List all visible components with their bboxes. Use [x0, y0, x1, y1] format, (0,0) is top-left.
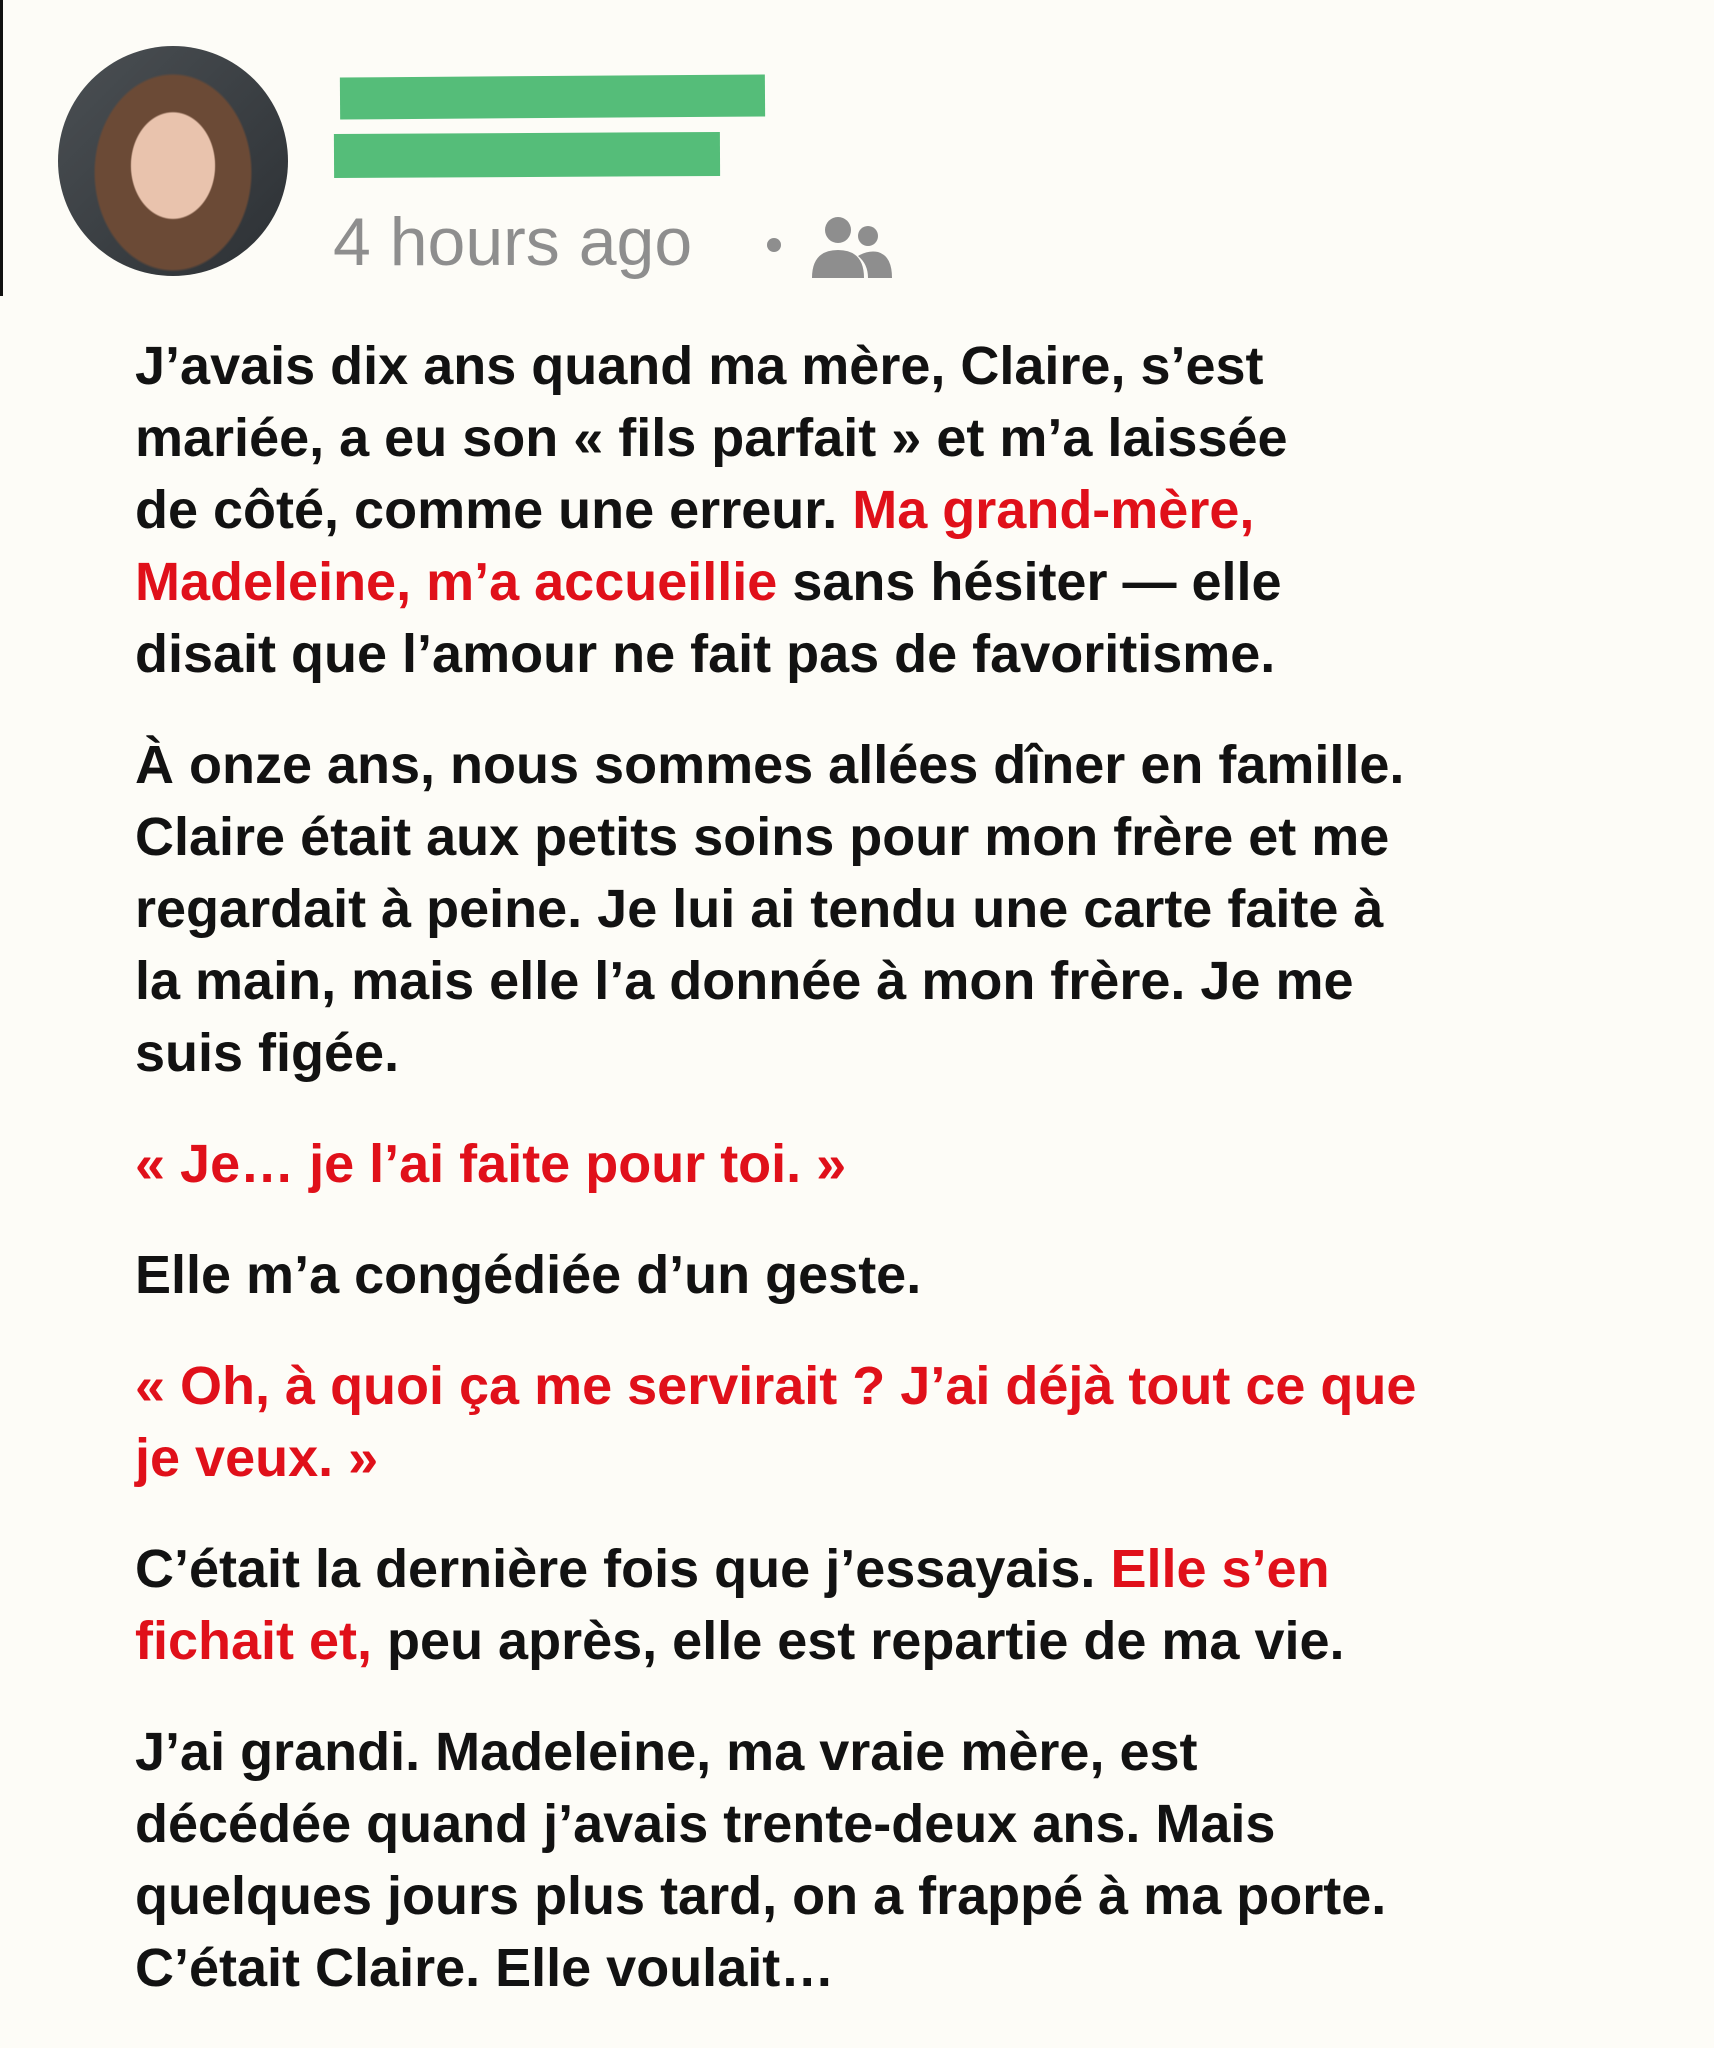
avatar[interactable] [58, 46, 288, 276]
text-segment: suis figée. [135, 1023, 400, 1083]
highlighted-text: Madeleine, m’a accueillie [135, 552, 778, 612]
highlighted-text: je veux. » [135, 1428, 379, 1488]
friends-icon [808, 212, 892, 282]
text-segment: peu après, elle est repartie de ma vie. [372, 1611, 1345, 1671]
left-border [0, 0, 3, 296]
text-segment: sans hésiter — elle [777, 552, 1282, 612]
text-line [135, 1860, 1416, 1932]
text-segment: regardait à peine. Je lui ai tendu une carte faite à [135, 879, 1384, 939]
text-segment: mariée, a eu son « fils parfait » et m’a laissée [135, 408, 1288, 468]
text-segment: Elle m’a congédiée d’un geste. [135, 1245, 922, 1305]
text-line [135, 1350, 1416, 1422]
post-timestamp[interactable]: 4 hours ago [333, 204, 693, 280]
highlighted-text: « Oh, à quoi ça me servirait ? J’ai déjà tout ce que [135, 1356, 1417, 1416]
text-line [135, 618, 1416, 690]
text-line [135, 1788, 1416, 1860]
text-line [135, 474, 1416, 546]
text-line [135, 1716, 1416, 1788]
text-segment: C’était la dernière fois que j’essayais. [135, 1539, 1111, 1599]
text-segment: J’ai grandi. Madeleine, ma vraie mère, est [135, 1722, 1198, 1782]
redacted-group-name [334, 132, 720, 178]
text-line [135, 873, 1416, 945]
text-segment: J’avais dix ans quand ma mère, Claire, s’est [135, 336, 1264, 396]
text-segment: À onze ans, nous sommes allées dîner en famille. [135, 735, 1405, 795]
text-line [135, 945, 1416, 1017]
text-line [135, 801, 1416, 873]
text-line [135, 1239, 1416, 1311]
highlighted-text: « Je… je l’ai faite pour toi. » [135, 1134, 847, 1194]
post-paragraph [135, 330, 1416, 690]
text-segment: la main, mais elle l’a donnée à mon frère. Je me [135, 951, 1354, 1011]
text-line [135, 1932, 1416, 2004]
text-line [135, 1533, 1416, 1605]
post-paragraph [135, 729, 1416, 1089]
text-segment: décédée quand j’avais trente-deux ans. Mais [135, 1794, 1276, 1854]
text-segment: Claire était aux petits soins pour mon frère et me [135, 807, 1390, 867]
highlighted-text: Elle s’en [1110, 1539, 1330, 1599]
post-paragraph [135, 1533, 1416, 1677]
text-segment: C’était Claire. Elle voulait… [135, 1938, 835, 1998]
post-paragraph [135, 1239, 1416, 1311]
text-line [135, 330, 1416, 402]
text-line [135, 1128, 1416, 1200]
text-segment: quelques jours plus tard, on a frappé à ma porte. [135, 1866, 1387, 1926]
text-segment: disait que l’amour ne fait pas de favoritisme. [135, 624, 1276, 684]
text-line [135, 1605, 1416, 1677]
post-paragraph [135, 1128, 1416, 1200]
post-paragraph [135, 1716, 1416, 2004]
post-paragraph [135, 1350, 1416, 1494]
text-segment: de côté, comme une erreur. [135, 480, 853, 540]
text-line [135, 1017, 1416, 1089]
highlighted-text: fichait et, [135, 1611, 373, 1671]
text-line [135, 402, 1416, 474]
text-line [135, 546, 1416, 618]
text-line [135, 729, 1416, 801]
separator-dot [767, 238, 781, 252]
highlighted-text: Ma grand-mère, [852, 480, 1255, 540]
redacted-name [340, 75, 765, 120]
text-line [135, 1422, 1416, 1494]
post-body [135, 330, 1416, 2043]
